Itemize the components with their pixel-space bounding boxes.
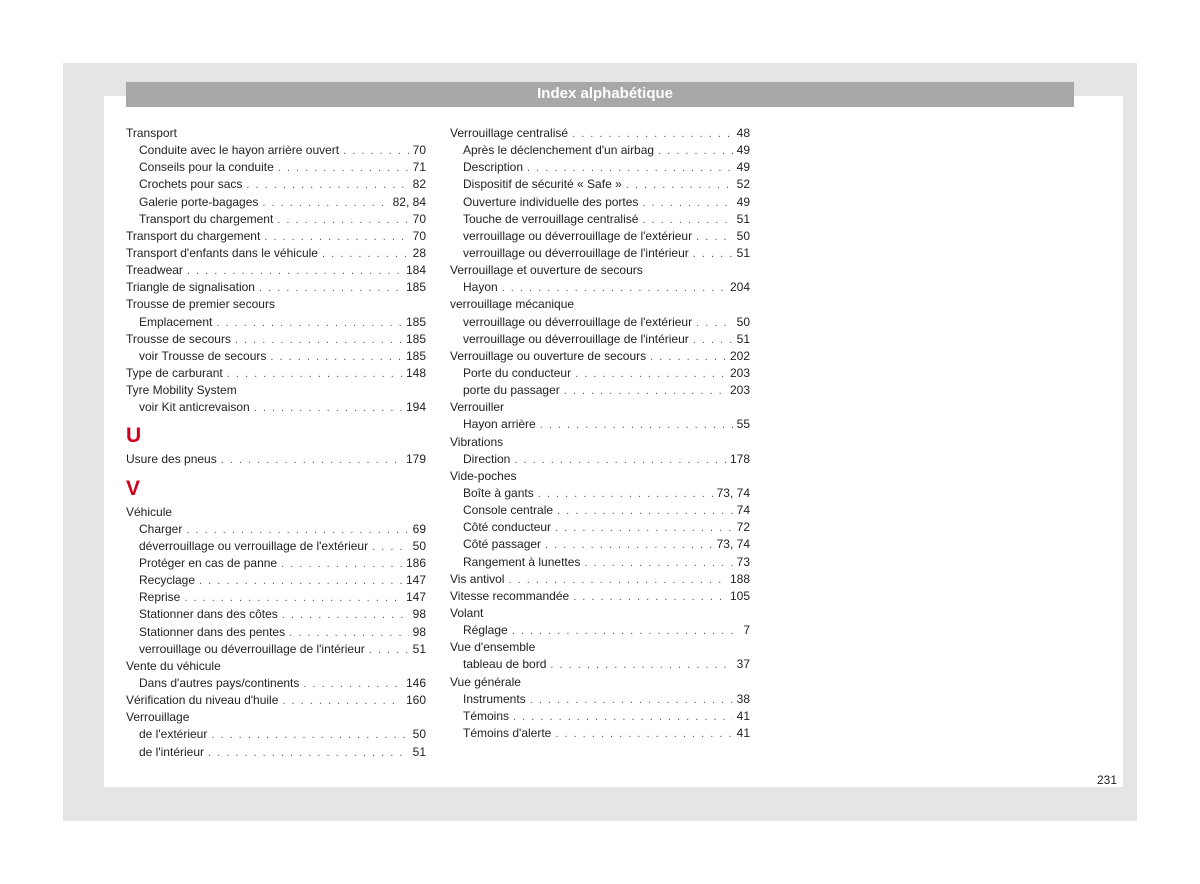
page-reference: 37 [736, 657, 750, 672]
dot-leader [572, 126, 733, 143]
dot-leader [642, 195, 732, 212]
index-entry [126, 296, 426, 313]
page-reference: 204 [729, 280, 750, 295]
page-reference: 146 [405, 675, 426, 690]
entry-text: Réglage [463, 623, 508, 638]
page-reference: 38 [736, 691, 750, 706]
index-subentry [126, 572, 426, 589]
dot-leader [650, 349, 726, 366]
entry-text: verrouillage ou déverrouillage de l'extérieur [463, 314, 693, 329]
index-column-right [450, 125, 750, 742]
entry-text: Ouverture individuelle des portes [463, 194, 639, 209]
index-subentry [450, 622, 750, 639]
page-number: 231 [1097, 773, 1118, 787]
index-subentry [126, 555, 426, 572]
dot-leader [693, 246, 733, 263]
entry-text: Transport du chargement [126, 228, 261, 243]
index-entry [126, 365, 426, 382]
entry-text: verrouillage ou déverrouillage de l'intérieur [463, 245, 689, 260]
page-reference: 71 [412, 160, 426, 175]
dot-leader [530, 692, 733, 709]
dot-leader [550, 657, 732, 674]
dot-leader [282, 607, 409, 624]
entry-text: Description [463, 160, 524, 175]
index-subentry [450, 142, 750, 159]
dot-leader [281, 556, 402, 573]
page-reference: 186 [405, 555, 426, 570]
entry-text: Recyclage [139, 573, 196, 588]
entry-text: Vue générale [450, 674, 521, 689]
dot-leader [216, 315, 402, 332]
page-reference: 51 [736, 211, 750, 226]
dot-leader [187, 263, 402, 280]
entry-text: Vitesse recommandée [450, 588, 570, 603]
dot-leader [372, 539, 409, 556]
entry-text: Vérification du niveau d'huile [126, 693, 279, 708]
dot-leader [658, 143, 733, 160]
entry-text: de l'intérieur [139, 744, 204, 759]
page-reference: 82, 84 [392, 194, 426, 209]
page-reference: 147 [405, 590, 426, 605]
index-subentry [450, 194, 750, 211]
index-subentry [126, 521, 426, 538]
index-entry [126, 451, 426, 468]
page-reference: 51 [412, 744, 426, 759]
entry-text: Reprise [139, 590, 181, 605]
entry-text: verrouillage ou déverrouillage de l'intérieur [463, 331, 689, 346]
entry-text: verrouillage ou déverrouillage de l'intérieur [139, 641, 365, 656]
page-title: Index alphabétique [537, 85, 673, 102]
page-reference: 51 [412, 641, 426, 656]
page-reference: 55 [736, 417, 750, 432]
entry-text: Rangement à lunettes [463, 554, 581, 569]
index-subentry [450, 365, 750, 382]
index-subentry [126, 538, 426, 555]
entry-text: Vue d'ensemble [450, 640, 536, 655]
entry-text: Trousse de premier secours [126, 297, 275, 312]
dot-leader [235, 332, 402, 349]
page-reference: 105 [729, 588, 750, 603]
index-column-left [126, 125, 426, 761]
index-subentry [126, 606, 426, 623]
page-reference: 52 [736, 177, 750, 192]
index-subentry [450, 416, 750, 433]
index-subentry [450, 536, 750, 553]
page-reference: 28 [412, 245, 426, 260]
page-reference: 185 [405, 280, 426, 295]
index-entry [450, 434, 750, 451]
page-reference: 49 [736, 143, 750, 158]
index-entry [450, 571, 750, 588]
entry-text: tableau de bord [463, 657, 547, 672]
page-reference: 50 [736, 228, 750, 243]
entry-text: Dispositif de sécurité « Safe » [463, 177, 622, 192]
index-subentry [450, 485, 750, 502]
index-entry [450, 348, 750, 365]
index-entry [450, 605, 750, 622]
page-reference: 148 [405, 365, 426, 380]
entry-text: Témoins d'alerte [463, 725, 552, 740]
entry-text: Stationner dans des pentes [139, 624, 286, 639]
dot-leader [575, 366, 726, 383]
index-subentry [126, 641, 426, 658]
dot-leader [557, 503, 733, 520]
index-subentry [450, 211, 750, 228]
page-reference: 147 [405, 573, 426, 588]
index-entry [126, 245, 426, 262]
dot-leader [545, 537, 713, 554]
entry-text: verrouillage ou déverrouillage de l'extérieur [463, 228, 693, 243]
dot-leader [254, 400, 402, 417]
page-reference: 70 [412, 211, 426, 226]
index-subentry [450, 451, 750, 468]
page-reference: 50 [736, 314, 750, 329]
entry-text: voir Trousse de secours [139, 348, 267, 363]
entry-text: Transport [126, 126, 177, 140]
page-reference: 203 [729, 365, 750, 380]
index-subentry [126, 399, 426, 416]
page-reference: 73, 74 [716, 537, 750, 552]
dot-leader [502, 280, 726, 297]
entry-text: Galerie porte-bagages [139, 194, 259, 209]
dot-leader [540, 417, 733, 434]
dot-leader [221, 452, 402, 469]
index-entry [126, 262, 426, 279]
dot-leader [512, 623, 740, 640]
page-reference: 7 [743, 623, 750, 638]
page-reference: 73, 74 [716, 485, 750, 500]
index-entry [126, 709, 426, 726]
index-subentry [450, 279, 750, 296]
index-subentry [450, 691, 750, 708]
index-entry [126, 125, 426, 142]
entry-text: verrouillage mécanique [450, 297, 575, 312]
index-subentry [450, 331, 750, 348]
index-subentry [450, 502, 750, 519]
dot-leader [303, 676, 402, 693]
dot-leader [278, 160, 409, 177]
dot-leader [696, 315, 733, 332]
page-reference: 70 [412, 228, 426, 243]
index-subentry [126, 142, 426, 159]
page-reference: 72 [736, 520, 750, 535]
dot-leader [199, 573, 402, 590]
index-entry [450, 262, 750, 279]
index-subentry [126, 159, 426, 176]
index-subentry [450, 245, 750, 262]
entry-text: Tyre Mobility System [126, 383, 237, 398]
page-reference: 178 [729, 451, 750, 466]
index-subentry [450, 228, 750, 245]
entry-text: Verrouillage ou ouverture de secours [450, 348, 647, 363]
dot-leader [538, 486, 713, 503]
dot-leader [259, 280, 402, 297]
entry-text: Console centrale [463, 503, 554, 518]
page-reference: 51 [736, 245, 750, 260]
index-entry [126, 692, 426, 709]
index-entry [126, 382, 426, 399]
index-subentry [126, 314, 426, 331]
index-subentry [126, 348, 426, 365]
page-reference: 185 [405, 314, 426, 329]
dot-leader [186, 522, 408, 539]
entry-text: Vente du véhicule [126, 658, 221, 673]
entry-text: Emplacement [139, 314, 213, 329]
dot-leader [184, 590, 402, 607]
dot-leader [693, 332, 733, 349]
entry-text: Treadwear [126, 263, 183, 278]
entry-text: Témoins [463, 708, 510, 723]
page-reference: 202 [729, 348, 750, 363]
index-subentry [450, 708, 750, 725]
page-reference: 69 [412, 521, 426, 536]
entry-text: Vibrations [450, 434, 504, 449]
dot-leader [208, 745, 409, 762]
entry-text: Transport du chargement [139, 211, 274, 226]
entry-text: Hayon [463, 280, 498, 295]
entry-text: Vide-poches [450, 468, 517, 483]
dot-leader [508, 572, 725, 589]
entry-text: déverrouillage ou verrouillage de l'extérieur [139, 538, 369, 553]
entry-text: Boîte à gants [463, 485, 534, 500]
page-reference: 48 [736, 126, 750, 140]
entry-text: Trousse de secours [126, 331, 231, 346]
dot-leader [322, 246, 409, 263]
entry-text: Triangle de signalisation [126, 280, 255, 295]
index-subentry [126, 589, 426, 606]
index-subentry [450, 159, 750, 176]
page-reference: 49 [736, 194, 750, 209]
index-entry [450, 588, 750, 605]
entry-text: Verrouillage et ouverture de secours [450, 263, 643, 278]
dot-leader [573, 589, 726, 606]
page-reference: 51 [736, 331, 750, 346]
index-entry [450, 296, 750, 313]
entry-text: Crochets pour sacs [139, 177, 243, 192]
entry-text: Après le déclenchement d'un airbag [463, 143, 655, 158]
dot-leader [262, 195, 388, 212]
index-subentry [126, 194, 426, 211]
index-entry [450, 399, 750, 416]
dot-leader [696, 229, 733, 246]
dot-leader [227, 366, 402, 383]
index-entry [450, 468, 750, 485]
entry-text: Vis antivol [450, 571, 505, 586]
entry-text: Transport d'enfants dans le véhicule [126, 245, 318, 260]
dot-leader [264, 229, 408, 246]
page-reference: 50 [412, 538, 426, 553]
dot-leader [513, 709, 733, 726]
page-reference: 203 [729, 383, 750, 398]
index-subentry [126, 176, 426, 193]
entry-text: porte du passager [463, 383, 560, 398]
section-letter: U [126, 424, 142, 448]
entry-text: Verrouillage centralisé [450, 126, 569, 140]
page-reference: 49 [736, 160, 750, 175]
entry-text: Stationner dans des côtes [139, 607, 278, 622]
header-bar [126, 82, 1074, 107]
index-entry [126, 279, 426, 296]
page-reference: 179 [405, 452, 426, 467]
index-subentry [126, 726, 426, 743]
entry-text: Conseils pour la conduite [139, 160, 274, 175]
page-reference: 70 [412, 143, 426, 158]
dot-leader [584, 555, 732, 572]
entry-text: Verrouiller [450, 400, 505, 415]
index-entry [450, 674, 750, 691]
index-subentry [450, 656, 750, 673]
page-reference: 73 [736, 554, 750, 569]
dot-leader [626, 177, 733, 194]
index-subentry [126, 624, 426, 641]
dot-leader [514, 452, 726, 469]
dot-leader [246, 177, 408, 194]
dot-leader [270, 349, 402, 366]
dot-leader [369, 642, 409, 659]
page-reference: 74 [736, 503, 750, 518]
dot-leader [642, 212, 732, 229]
page-reference: 185 [405, 331, 426, 346]
index-entry [126, 504, 426, 521]
page-reference: 98 [412, 607, 426, 622]
index-subentry [450, 519, 750, 536]
entry-text: Dans d'autres pays/continents [139, 675, 300, 690]
page-reference: 185 [405, 348, 426, 363]
page-reference: 98 [412, 624, 426, 639]
entry-text: Verrouillage [126, 710, 190, 725]
entry-text: Côté passager [463, 537, 542, 552]
dot-leader [289, 625, 409, 642]
page-reference: 82 [412, 177, 426, 192]
entry-text: Hayon arrière [463, 417, 536, 432]
page-reference: 184 [405, 263, 426, 278]
index-entry [450, 125, 750, 142]
dot-leader [343, 143, 409, 160]
entry-text: de l'extérieur [139, 727, 208, 742]
entry-text: Conduite avec le hayon arrière ouvert [139, 143, 340, 158]
page-reference: 160 [405, 693, 426, 708]
entry-text: Charger [139, 521, 183, 536]
index-subentry [126, 211, 426, 228]
index-subentry [450, 554, 750, 571]
dot-leader [211, 727, 408, 744]
entry-text: Type de carburant [126, 365, 223, 380]
index-entry [126, 658, 426, 675]
index-subentry [450, 725, 750, 742]
dot-leader [527, 160, 733, 177]
entry-text: Protéger en cas de panne [139, 555, 278, 570]
entry-text: Usure des pneus [126, 452, 217, 467]
page-reference: 194 [405, 400, 426, 415]
entry-text: Porte du conducteur [463, 365, 572, 380]
entry-text: Instruments [463, 691, 526, 706]
entry-text: Direction [463, 451, 511, 466]
index-subentry [126, 675, 426, 692]
index-subentry [450, 314, 750, 331]
index-entry [126, 228, 426, 245]
index-subentry [450, 176, 750, 193]
dot-leader [564, 383, 726, 400]
entry-text: voir Kit anticrevaison [139, 400, 250, 415]
entry-text: Volant [450, 605, 484, 620]
index-subentry [126, 744, 426, 761]
page-reference: 41 [736, 725, 750, 740]
dot-leader [555, 726, 732, 743]
dot-leader [282, 693, 402, 710]
index-entry [126, 331, 426, 348]
entry-text: Touche de verrouillage centralisé [463, 211, 639, 226]
dot-leader [555, 520, 733, 537]
index-subentry [450, 382, 750, 399]
dot-leader [277, 212, 408, 229]
page-reference: 50 [412, 727, 426, 742]
entry-text: Côté conducteur [463, 520, 552, 535]
section-letter: V [126, 476, 141, 500]
index-entry [450, 639, 750, 656]
page-reference: 41 [736, 708, 750, 723]
page-reference: 188 [729, 571, 750, 586]
entry-text: Véhicule [126, 504, 173, 519]
